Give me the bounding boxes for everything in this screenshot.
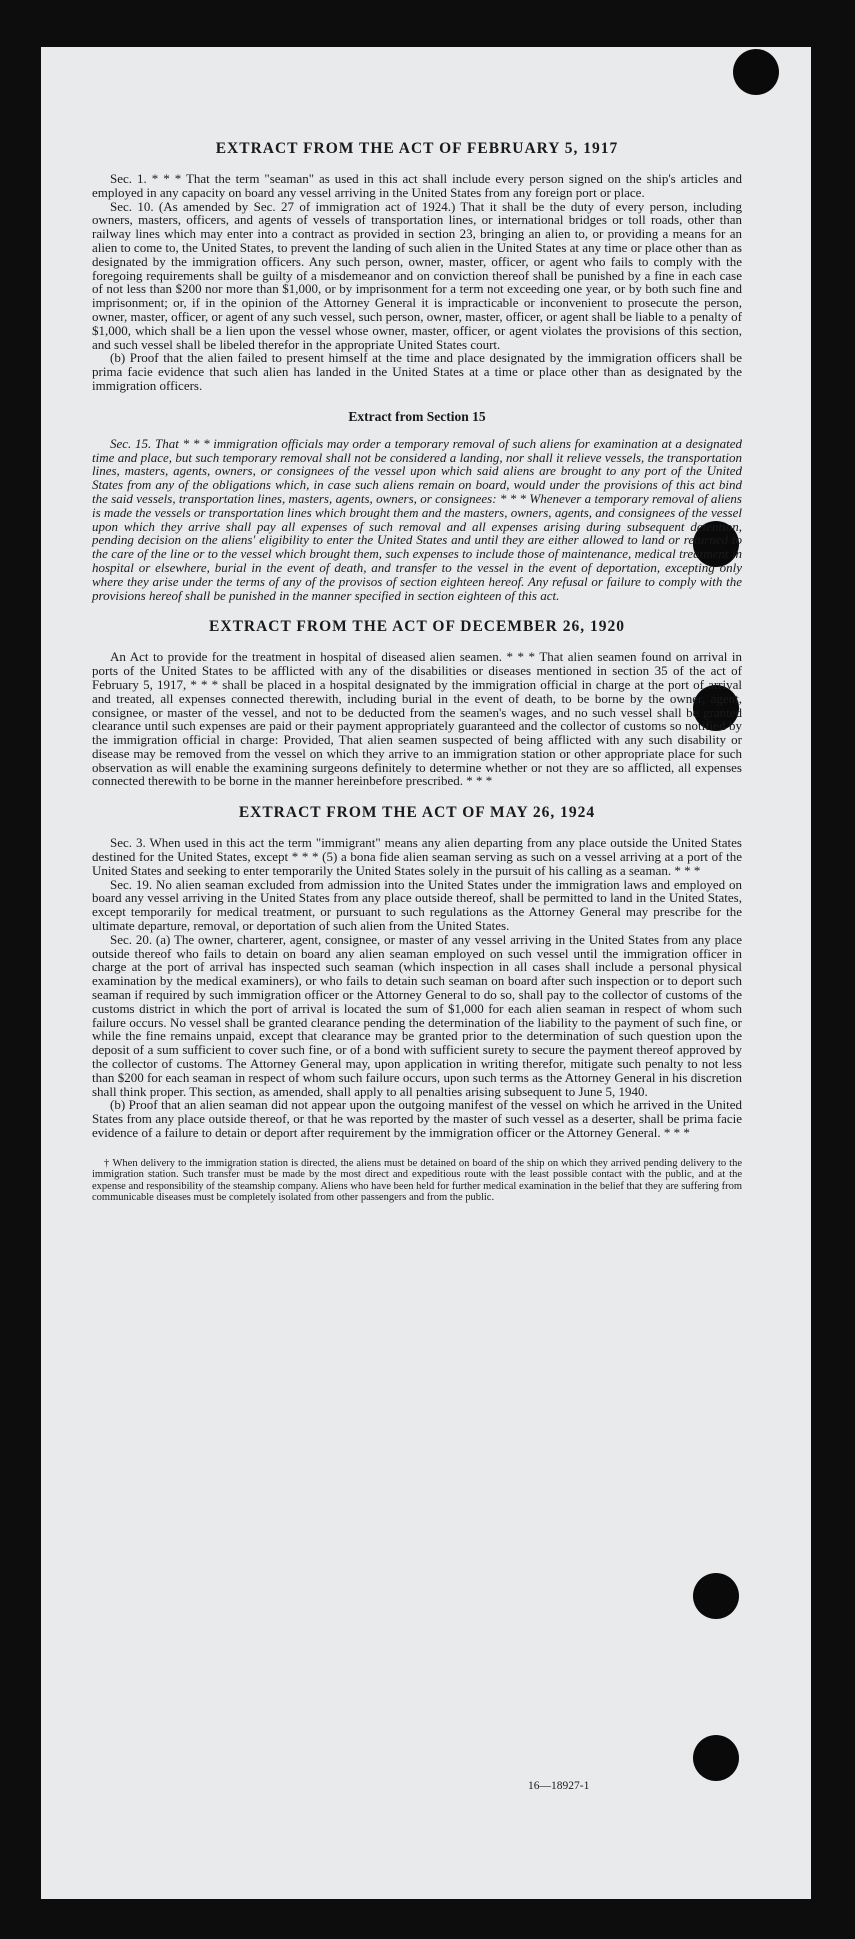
section-act-1924 (92, 804, 742, 1140)
section-heading: EXTRACT FROM THE ACT OF DECEMBER 26, 1920 (209, 618, 625, 636)
paragraph: Sec. 3. When used in this act the term "immigrant" means any alien departing from any place outside the United States destined for the United States, except * * * (5) a bona fide alien seaman serving as such on a vessel arriving at a port of the United States and seeking to enter temporarily the United States solely in the pursuit of his calling as a seaman. * * * (92, 835, 742, 878)
paragraph: Sec. 15. That * * * immigration officials may order a temporary removal of such aliens for examination at a designated time and place, but such temporary removal shall not be considered a landing, nor shall it relieve vessels, the transportation lines, masters, agents, owners, or consignees of the vessel upon which said aliens are brought to any port of the United States from any of the obligations which, in case such aliens remain on board, would under the provisions of this act bind the said vessels, transportation lines, masters, agents, owners, or consignees: * * * Whenever a temporary removal of aliens is made the vessels or transportation lines which brought them and the masters, owners, agents, and consignees of the vessel upon which they arrive shall pay all expenses of such removal and all expenses arising during subsequent detention, pending decision on the aliens' eligibility to enter the United States and until they are either allowed to land or returned to the care of the line or to the vessel which brought them, such expenses to include those of maintenance, medical treatment in hospital or elsewhere, burial in the event of death, and transfer to the vessel in the event of deportation, excepting only where they arise under the terms of any of the provisos of section eighteen hereof. Any refusal or failure to comply with the provisions hereof shall be punished in the manner specified in section eighteen of this act. (92, 435, 742, 603)
punch-hole (733, 49, 779, 95)
punch-hole (693, 1573, 739, 1619)
section-heading: EXTRACT FROM THE ACT OF FEBRUARY 5, 1917 (215, 140, 619, 157)
paragraph: Sec. 1. * * * That the term "seaman" as used in this act shall include every person signed on the ship's articles and employed in any capacity on board any vessel arriving in the United States from any foreign port or place. (92, 171, 742, 200)
section-act-1920 (92, 618, 742, 788)
section-subheading: Extract from Section 15 (348, 408, 486, 424)
paragraph: (b) Proof that the alien failed to present himself at the time and place designated by the immigration officers shall be prima facie evidence that such alien has landed in the United States at a time or place other than as designated by the immigration officers. (92, 350, 742, 393)
punch-hole (693, 1735, 739, 1781)
paragraph: Sec. 19. No alien seaman excluded from admission into the United States under the immigration laws and employed on board any vessel arriving in the United States from any place outside thereof, shall be permitted to land in the United States, except temporarily for medical treatment, or pursuant to such regulations as the Attorney General may prescribe for the ultimate departure, removal, or deportation of such alien from the United States. (92, 876, 742, 934)
paragraph: Sec. 20. (a) The owner, charterer, agent, consignee, or master of any vessel arriving in the United States from any place outside thereof who fails to detain on board any alien seaman employed on such vessel until the immigration officer in charge at the port of arrival has inspected such seaman (which inspection in all cases shall include a personal physical examination by the medical examiners), or who fails to detain such seaman on board after such inspection or to deport such seaman if required by such immigration officer or the Attorney General to do so, shall pay to the collector of customs of the customs district in which the port of arrival is located the sum of $1,000 for each alien seaman in respect of whom such failure occurs. No vessel shall be granted clearance pending the determination of the liability to the payment of such fine, or while the fine remains unpaid, except that clearance may be granted prior to the determination of such question upon the deposit of a sum sufficient to cover such fine, or of a bond with sufficient surety to secure the payment thereof approved by the collector of customs. The Attorney General may, upon application in writing therefor, mitigate such penalty to not less than $200 for each seaman in respect of whom such failure occurs, upon such terms as the Attorney General in his discretion shall think proper. This section, as amended, shall apply to all penalties arising subsequent to June 5, 1940. (92, 931, 742, 1099)
document-body (92, 140, 742, 1204)
page-identifier: 16—18927-1 (528, 1780, 590, 1792)
section-act-1917 (92, 140, 742, 393)
section-extract-15 (92, 409, 742, 603)
section-heading: EXTRACT FROM THE ACT OF MAY 26, 1924 (238, 804, 596, 822)
paragraph: Sec. 10. (As amended by Sec. 27 of immigration act of 1924.) That it shall be the duty of every person, including owners, masters, officers, and agents of vessels of transportation lines, or international bridges or toll roads, other than railway lines which may enter into a contract as provided in section 23, bringing an alien to, or providing a means for an alien to come to, the United States, to prevent the landing of such alien in the United States at any time or place other than as designated by the immigration officers. Any such person, owner, master, officer, or agent who fails to comply with the foregoing requirements shall be guilty of a misdemeanor and on conviction thereof shall be punished by a fine in each case of not less than $200 nor more than $1,000, or by imprisonment for a term not exceeding one year, or by both such fine and imprisonment; or, if in the opinion of the Attorney General it is impracticable or inconvenient to prosecute the person, owner, master, officer, or agent of any such vessel, such person, owner, master, officer, or agent shall be liable to a penalty of $1,000, which shall be a lien upon the vessel whose owner, master, officer, or agent violates the provisions of this section, and such vessel shall be libeled therefor in the appropriate United States court. (92, 198, 742, 352)
paragraph: An Act to provide for the treatment in hospital of diseased alien seamen. * * * That alien seamen found on arrival in ports of the United States to be afflicted with any of the disabilities or diseases mentioned in section 35 of the act of February 5, 1917, * * * shall be placed in a hospital designated by the immigration official in charge at the port of arrival and treated, all expenses connected therewith, including burial in the event of death, to be borne by the owner, agent, consignee, or master of the vessel, and not to be deducted from the seamen's wages, and no such vessel shall be granted clearance until such expenses are paid or their payment appropriately guaranteed and the collector of customs so notified by the immigration official in charge: Provided, That alien seamen suspected of being afflicted with any such disability or disease may be removed from the vessel on which they arrive to an immigration station or other appropriate place for such observation as will enable the examining surgeons definitely to determine whether or not they are so afflicted, all expenses connected therewith to be borne in the manner hereinbefore prescribed. * * * (92, 649, 742, 789)
paragraph: (b) Proof that an alien seaman did not appear upon the outgoing manifest of the vessel on which he arrived in the United States from any place outside thereof, or that he was reported by the master of such vessel as a deserter, shall be prima facie evidence of a failure to detain or deport after requirement by the immigration officer or the Attorney General. * * * (92, 1097, 742, 1141)
footnote: † When delivery to the immigration station is directed, the aliens must be detained on board of the ship on which they arrived pending delivery to the immigration station. Such transfer must be made by the most direct and expeditious route with the least possible contact with the public, and at the expense and responsibility of the steamship company. Aliens who have been held for further medical examination in the belief that they are suffering from communicable diseases must be completely isolated from other passengers and from the public. (92, 1157, 742, 1204)
